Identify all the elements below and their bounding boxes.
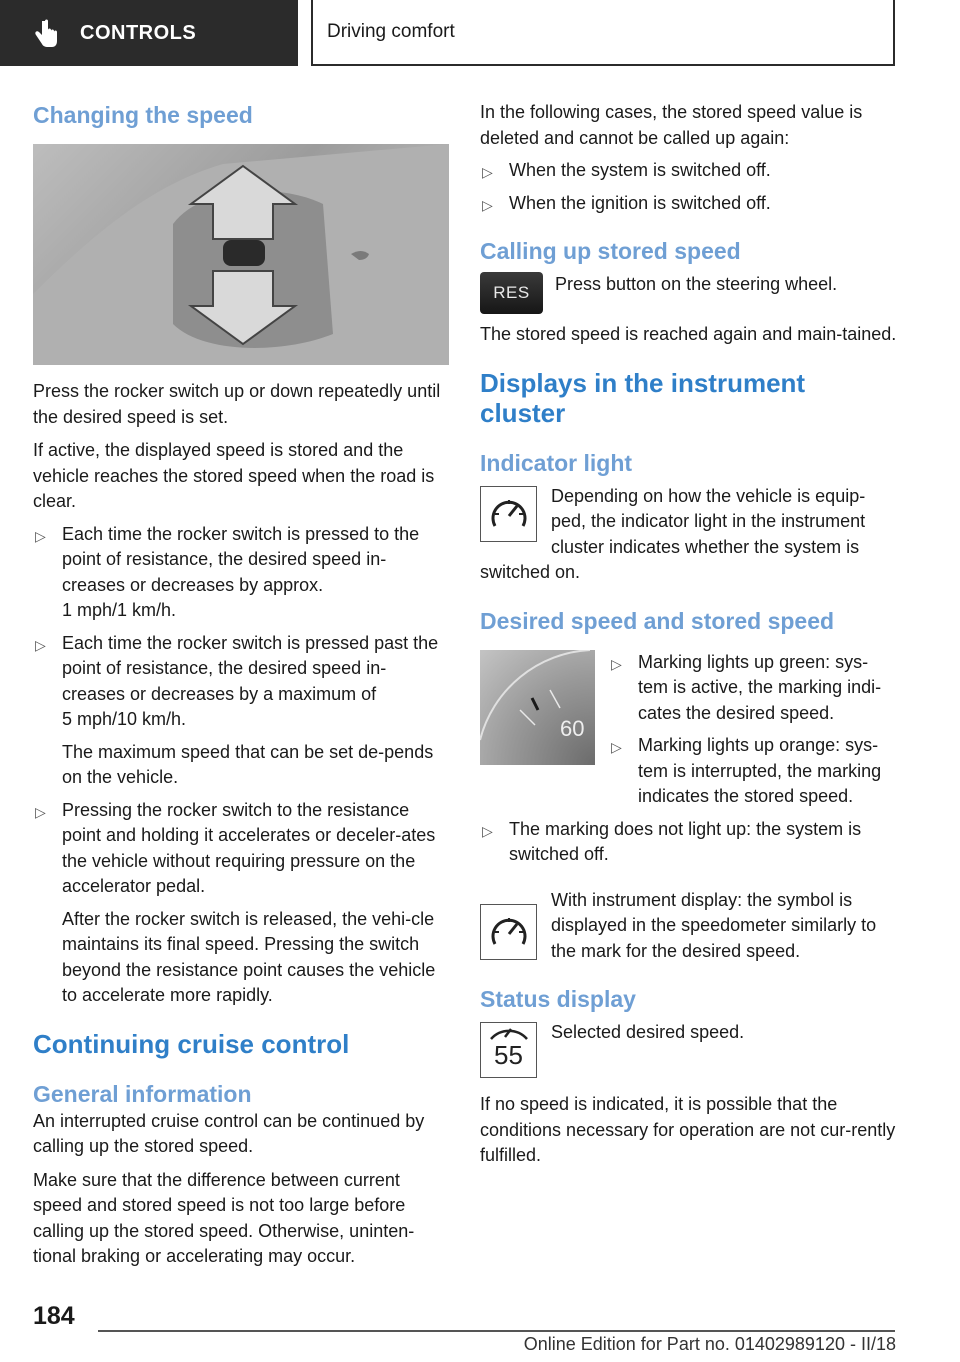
page-number: 184 <box>33 1302 75 1330</box>
list-note: After the rocker switch is released, the vehi-cle maintains its final speed. Pressing the switch beyond the resistance point causes the vehicle to accelerate more rapidly. <box>62 908 436 1005</box>
heading-continuing-cruise-control: Continuing cruise control <box>33 1028 350 1059</box>
list-item: ▷ Each time the rocker switch is pressed past the point of resistance, the desired speed in-creases or decreases by a maximum of 5 mph/10 km/h. The maximum speed that can be set de-pends on the vehicle. <box>33 631 449 791</box>
triangle-bullet-icon: ▷ <box>482 822 493 839</box>
list-item: ▷ When the system is switched off. <box>480 158 898 184</box>
list-item: ▷ Each time the rocker switch is pressed to the point of resistance, the desired speed in-creases or decreases by approx. 1 mph/1 km/h. <box>35 523 420 620</box>
heading-status-display: Status display <box>480 986 636 1012</box>
indicator-light-row <box>480 484 898 586</box>
marking-list-continued <box>480 817 898 868</box>
heading-indicator-light: Indicator light <box>480 449 633 476</box>
cruise-control-speedometer-icon <box>480 486 537 542</box>
list-item: ▷ The marking does not light up: the system is switched off. <box>482 818 862 864</box>
cruise-control-speedometer-icon <box>480 904 537 960</box>
marking-row <box>480 650 898 810</box>
paragraph-indicator: Depending on how the vehicle is equip-ped, the indicator light in the instrument cluster indicates whether the system is switched on. <box>480 485 866 582</box>
paragraph-following-cases: In the following cases, the stored speed value is deleted and cannot be called up again: <box>480 102 863 148</box>
list-item: ▷ Marking lights up green: sys-tem is active, the marking indi-cates the desired speed. <box>611 651 882 723</box>
paragraph-no-speed: If no speed is indicated, it is possible that the conditions necessary for operation are not cur-rently fulfilled. <box>480 1094 896 1165</box>
paragraph-rocker: Press the rocker switch up or down repeatedly until the desired speed is set. <box>33 381 441 427</box>
heading-desired-stored-speed: Desired speed and stored speed <box>480 607 835 634</box>
speed-change-list <box>33 522 449 1009</box>
triangle-bullet-icon: ▷ <box>611 739 622 755</box>
footer-edition: Online Edition for Part no. 01402989120 - II/18 <box>523 1334 896 1354</box>
paragraph-interrupted: An interrupted cruise control can be continued by calling up the stored speed. <box>33 1110 425 1156</box>
paragraph-selected-speed: Selected desired speed. <box>551 1022 745 1042</box>
instrument-display-row <box>480 888 898 965</box>
header-section-tab <box>0 0 298 66</box>
res-button-icon: RES <box>480 272 543 314</box>
desired-speed-status-icon <box>480 1022 537 1078</box>
res-button-row <box>480 272 898 314</box>
footer-divider <box>98 1330 895 1332</box>
right-column <box>480 100 898 1169</box>
list-item: ▷ Marking lights up orange: sys-tem is interrupted, the marking indicates the stored speed. <box>611 735 882 806</box>
chapter-title: Driving comfort <box>327 21 455 42</box>
steering-wheel-photo <box>33 144 449 365</box>
status-speed-value: 55 <box>494 1040 523 1070</box>
list-item: ▷ Pressing the rocker switch to the resistance point and holding it accelerates or deceler-ates the vehicle without requiring pressure on the accelerator pedal. After the rocker switch is released, the vehi-cle maintains its final speed. Pressing the switch beyond the resistance point causes the vehicle to accelerate more rapidly. <box>33 798 449 1009</box>
section-title: CONTROLS <box>80 21 197 44</box>
paragraph-instrument-display: With instrument display: the symbol is displayed in the speedometer similarly to the mark for the desired speed. <box>551 889 877 961</box>
paragraph-reached-again: The stored speed is reached again and main-tained. <box>480 324 897 344</box>
speedometer-cluster-photo <box>480 650 595 765</box>
triangle-bullet-icon: ▷ <box>482 164 493 180</box>
marking-list <box>609 650 898 810</box>
paragraph-active: If active, the displayed speed is stored and the vehicle reaches the stored speed when the road is clear. <box>33 440 435 511</box>
triangle-bullet-icon: ▷ <box>611 655 622 672</box>
triangle-bullet-icon: ▷ <box>35 636 46 653</box>
status-display-row <box>480 1020 898 1078</box>
paragraph-make-sure: Make sure that the difference between current speed and stored speed is not too large before calling up the stored speed. Otherwise, uninten-tional braking or accelerating may occur. <box>33 1169 415 1266</box>
list-item: ▷ When the ignition is switched off. <box>480 191 898 217</box>
hand-pointer-icon <box>34 17 66 49</box>
heading-changing-speed: Changing the speed <box>33 102 253 128</box>
heading-displays-instrument-cluster: Displays in the instrument cluster <box>480 367 806 428</box>
list-note: The maximum speed that can be set de-pends on the vehicle. <box>62 741 434 787</box>
paragraph-press-button: Press button on the steering wheel. <box>555 274 838 294</box>
chapter-header <box>311 0 895 66</box>
triangle-bullet-icon: ▷ <box>35 527 46 544</box>
heading-general-information: General information <box>33 1080 252 1107</box>
triangle-bullet-icon: ▷ <box>35 803 46 820</box>
deleted-cases-list <box>480 158 898 216</box>
speedometer-label: 60 <box>560 715 585 741</box>
triangle-bullet-icon: ▷ <box>482 196 493 213</box>
left-column <box>33 100 449 1270</box>
heading-calling-up-stored-speed: Calling up stored speed <box>480 238 741 264</box>
